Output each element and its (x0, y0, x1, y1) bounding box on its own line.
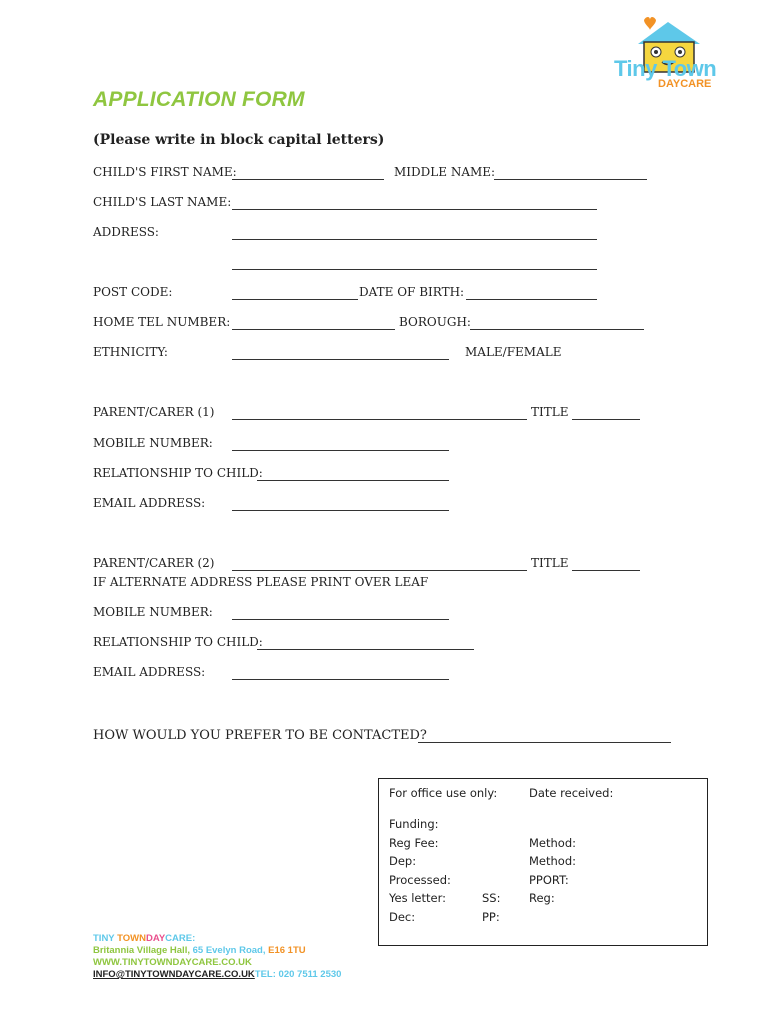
address-label: ADDRESS: (93, 225, 159, 239)
child-last-name-label: CHILD'S LAST NAME: (93, 195, 232, 209)
parent2-title-label: TITLE (531, 556, 569, 570)
footer-address-a: Britannia Village Hall, (93, 945, 190, 956)
child-first-name-field[interactable] (232, 179, 384, 180)
mobile1-field[interactable] (232, 450, 449, 451)
office-date-received: Date received: (529, 786, 614, 800)
parent1-title-field[interactable] (572, 419, 640, 420)
post-code-field[interactable] (232, 299, 358, 300)
office-use-box (378, 778, 708, 946)
footer-address-b: 65 Evelyn Road, (192, 945, 266, 956)
contact-preference-field[interactable] (418, 742, 671, 743)
address-field-2[interactable] (232, 269, 597, 270)
office-method-2: Method: (529, 854, 577, 868)
contact-question: HOW WOULD YOU PREFER TO BE CONTACTED? (93, 728, 427, 743)
office-ss: SS: (482, 891, 501, 905)
office-reg: Reg: (529, 891, 555, 905)
office-pp: PP: (482, 910, 500, 924)
gender-label[interactable]: MALE/FEMALE (465, 345, 562, 359)
parent2-label: PARENT/CARER (2) (93, 556, 215, 570)
alt-address-note: IF ALTERNATE ADDRESS PLEASE PRINT OVER LEAF (93, 575, 429, 589)
borough-field[interactable] (470, 329, 644, 330)
child-first-name-label: CHILD'S FIRST NAME: (93, 165, 237, 179)
footer-contact (93, 969, 341, 980)
borough-label: BOROUGH: (399, 315, 471, 329)
footer-tiny: TINY (93, 933, 115, 944)
ethnicity-field[interactable] (232, 359, 449, 360)
office-yes-letter: Yes letter: (389, 891, 446, 905)
parent1-field[interactable] (232, 419, 527, 420)
office-dep: Dep: (389, 854, 417, 868)
mobile2-field[interactable] (232, 619, 449, 620)
footer-address (93, 945, 306, 956)
logo (610, 12, 730, 92)
logo-text-top: Tiny Town (614, 56, 717, 81)
footer-email-link[interactable]: INFO@TINYTOWNDAYCARE.CO.UK (93, 969, 255, 980)
footer-website[interactable]: WWW.TINYTOWNDAYCARE.CO.UK (93, 957, 252, 968)
email1-label: EMAIL ADDRESS: (93, 496, 206, 510)
logo-text-bottom: DAYCARE (658, 78, 712, 90)
parent1-title-label: TITLE (531, 405, 569, 419)
footer-care: CARE: (165, 933, 196, 944)
office-dec: Dec: (389, 910, 416, 924)
relationship2-label: RELATIONSHIP TO CHILD: (93, 635, 263, 649)
office-reg-fee: Reg Fee: (389, 836, 439, 850)
office-processed: Processed: (389, 873, 451, 887)
ethnicity-label: ETHNICITY: (93, 345, 168, 359)
page-title: APPLICATION FORM (93, 88, 305, 111)
email2-label: EMAIL ADDRESS: (93, 665, 206, 679)
child-last-name-field[interactable] (232, 209, 597, 210)
office-method-1: Method: (529, 836, 577, 850)
dob-label: DATE OF BIRTH: (359, 285, 465, 299)
mobile1-label: MOBILE NUMBER: (93, 436, 213, 450)
relationship2-field[interactable] (257, 649, 474, 650)
home-tel-field[interactable] (232, 329, 395, 330)
parent2-title-field[interactable] (572, 570, 640, 571)
office-pport: PPORT: (529, 873, 569, 887)
relationship1-label: RELATIONSHIP TO CHILD: (93, 466, 263, 480)
dob-field[interactable] (466, 299, 597, 300)
page-subtitle: (Please write in block capital letters) (93, 132, 385, 148)
middle-name-label: MIDDLE NAME: (394, 165, 496, 179)
post-code-label: POST CODE: (93, 285, 173, 299)
parent2-field[interactable] (232, 570, 527, 571)
mobile2-label: MOBILE NUMBER: (93, 605, 213, 619)
office-header: For office use only: (389, 786, 498, 800)
footer-town: TOWN (117, 933, 146, 944)
parent1-label: PARENT/CARER (1) (93, 405, 215, 419)
home-tel-label: HOME TEL NUMBER: (93, 315, 231, 329)
email1-field[interactable] (232, 510, 449, 511)
middle-name-field[interactable] (494, 179, 647, 180)
relationship1-field[interactable] (257, 480, 449, 481)
footer-day: DAY (145, 933, 166, 944)
footer-tel: TEL: 020 7511 2530 (254, 969, 342, 980)
email2-field[interactable] (232, 679, 449, 680)
footer-brand (93, 933, 195, 944)
footer-address-c: E16 1TU (268, 945, 306, 956)
office-funding: Funding: (389, 817, 439, 831)
address-field-1[interactable] (232, 239, 597, 240)
